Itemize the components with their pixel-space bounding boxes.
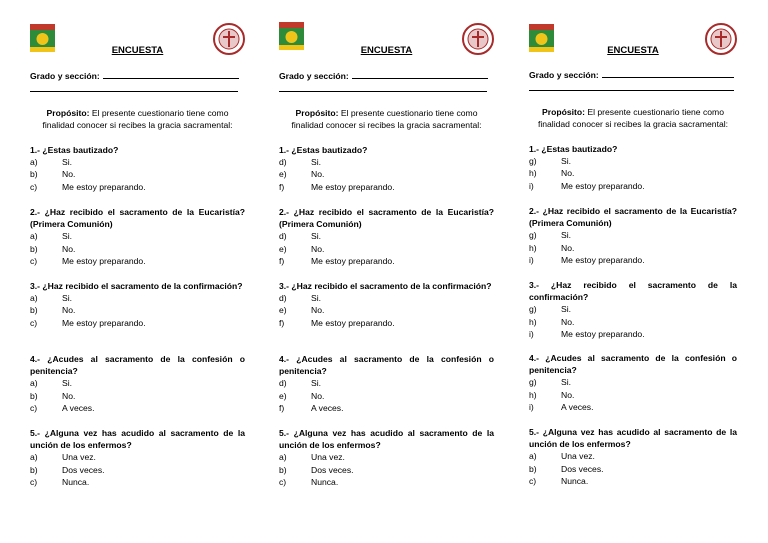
purpose-label: Propósito: — [46, 108, 90, 118]
option-text: Si. — [561, 304, 572, 315]
option-letter: i) — [529, 328, 534, 339]
option-letter: d) — [279, 378, 287, 389]
option-row[interactable] — [279, 451, 494, 463]
option-text: No. — [561, 316, 575, 327]
option-text: Si. — [62, 231, 73, 242]
option-text: Nunca. — [62, 476, 90, 487]
option-row[interactable] — [279, 255, 494, 267]
grade-section-line — [602, 69, 734, 78]
option-text: Me estoy preparando. — [311, 317, 395, 328]
option-text: Nunca. — [561, 475, 589, 486]
option-letter: a) — [30, 157, 38, 168]
option-letter: i) — [529, 254, 534, 265]
survey-column-1 — [30, 0, 245, 543]
option-text: Si. — [311, 293, 322, 304]
option-row[interactable] — [279, 304, 494, 316]
option-letter: h) — [529, 389, 537, 400]
question-text: 2.- ¿Haz recibido el sacramento de la Eucaristía? (Primera Comunión) — [279, 207, 494, 230]
question-4 — [30, 353, 245, 414]
question-3 — [30, 280, 245, 329]
option-text: Si. — [561, 230, 572, 241]
question-text: 4.- ¿Acudes al sacramento de la confesión o penitencia? — [279, 354, 494, 377]
grade-section-field[interactable] — [529, 69, 737, 81]
question-5 — [30, 427, 245, 488]
option-text: No. — [561, 242, 575, 253]
option-text: No. — [311, 305, 325, 316]
purpose-paragraph — [279, 107, 494, 131]
option-row[interactable] — [279, 292, 494, 304]
question-1 — [529, 143, 737, 192]
option-text: Dos veces. — [62, 464, 105, 475]
option-letter: g) — [529, 377, 537, 388]
option-row[interactable] — [279, 402, 494, 414]
option-row[interactable] — [30, 230, 245, 242]
survey-title: ENCUESTA — [111, 45, 164, 56]
option-row[interactable] — [529, 155, 737, 167]
option-row[interactable] — [529, 376, 737, 388]
option-row[interactable] — [30, 317, 245, 329]
grade-section-label: Grado y sección: — [279, 71, 349, 81]
option-row[interactable] — [30, 402, 245, 414]
purpose-label: Propósito: — [542, 107, 585, 117]
option-letter: b) — [30, 169, 38, 180]
question-text: 4.- ¿Acudes al sacramento de la confesión o penitencia? — [30, 354, 245, 377]
question-5 — [529, 426, 737, 487]
option-letter: b) — [30, 243, 38, 254]
option-text: Dos veces. — [311, 464, 354, 475]
option-row[interactable] — [30, 390, 245, 402]
option-text: No. — [62, 243, 76, 254]
question-3 — [529, 279, 737, 340]
option-text: A veces. — [561, 401, 594, 412]
option-letter: c) — [30, 181, 38, 192]
option-letter: a) — [30, 378, 38, 389]
option-row[interactable] — [30, 292, 245, 304]
purpose-text: El presente cuestionario tiene como finalidad conocer si recibes la gracia sacramental: — [42, 108, 233, 131]
option-row[interactable] — [279, 317, 494, 329]
option-text: No. — [62, 305, 76, 316]
grade-section-field[interactable] — [279, 70, 494, 82]
option-text: Una vez. — [62, 452, 96, 463]
option-row[interactable] — [279, 181, 494, 193]
option-text: Me estoy preparando. — [561, 180, 645, 191]
option-letter: b) — [529, 463, 537, 474]
survey-title: ENCUESTA — [360, 45, 413, 56]
option-text: Una vez. — [311, 452, 345, 463]
option-text: Si. — [561, 377, 572, 388]
option-letter: a) — [30, 231, 38, 242]
option-row[interactable] — [529, 180, 737, 192]
option-letter: g) — [529, 156, 537, 167]
option-row[interactable] — [279, 476, 494, 488]
option-text: Nunca. — [311, 476, 339, 487]
option-letter: h) — [529, 316, 537, 327]
option-text: Si. — [62, 157, 73, 168]
purpose-label: Propósito: — [295, 108, 339, 118]
option-text: Si. — [62, 378, 73, 389]
question-text: 1.- ¿Estas bautizado? — [279, 145, 368, 155]
option-letter: f) — [279, 317, 285, 328]
option-letter: e) — [279, 243, 287, 254]
option-row[interactable] — [30, 156, 245, 168]
purpose-paragraph — [529, 106, 737, 130]
option-text: Me estoy preparando. — [62, 255, 146, 266]
grade-section-second-line — [529, 90, 734, 91]
option-letter: e) — [279, 305, 287, 316]
option-letter: f) — [279, 402, 285, 413]
option-row[interactable] — [279, 377, 494, 389]
option-letter: b) — [30, 305, 38, 316]
option-row[interactable] — [30, 451, 245, 463]
option-row[interactable] — [279, 168, 494, 180]
option-letter: d) — [279, 293, 287, 304]
option-row[interactable] — [30, 168, 245, 180]
option-text: Me estoy preparando. — [561, 328, 645, 339]
option-letter: f) — [279, 255, 285, 266]
grade-section-line — [103, 70, 239, 79]
option-letter: a) — [30, 293, 38, 304]
question-text: 5.- ¿Alguna vez has acudido al sacramento de la unción de los enfermos? — [529, 427, 737, 450]
question-text: 5.- ¿Alguna vez has acudido al sacramento de la unción de los enfermos? — [30, 428, 245, 451]
question-4 — [279, 353, 494, 414]
option-text: No. — [311, 243, 325, 254]
option-row[interactable] — [279, 390, 494, 402]
option-row[interactable] — [529, 254, 737, 266]
option-letter: c) — [529, 475, 537, 486]
question-text: 3.- ¿Haz recibido el sacramento de la confirmación? — [279, 281, 492, 291]
question-text: 5.- ¿Alguna vez has acudido al sacramento de la unción de los enfermos? — [279, 428, 494, 451]
option-row[interactable] — [529, 475, 737, 487]
option-row[interactable] — [529, 463, 737, 475]
option-letter: c) — [30, 402, 38, 413]
option-row[interactable] — [529, 389, 737, 401]
option-row[interactable] — [529, 303, 737, 315]
grade-section-label: Grado y sección: — [30, 71, 100, 81]
option-letter: a) — [279, 452, 287, 463]
grade-section-line — [352, 70, 488, 79]
purpose-text: El presente cuestionario tiene como finalidad conocer si recibes la gracia sacramental: — [291, 108, 482, 131]
survey-column-2 — [279, 0, 494, 543]
option-letter: h) — [529, 242, 537, 253]
option-text: No. — [561, 389, 575, 400]
option-letter: c) — [279, 476, 287, 487]
option-row[interactable] — [529, 450, 737, 462]
option-text: No. — [311, 390, 325, 401]
option-text: Me estoy preparando. — [62, 317, 146, 328]
survey-column-3 — [529, 0, 737, 543]
survey-title: ENCUESTA — [607, 45, 659, 56]
option-row[interactable] — [30, 476, 245, 488]
option-row[interactable] — [529, 316, 737, 328]
question-2 — [30, 206, 245, 267]
option-letter: h) — [529, 168, 537, 179]
option-row[interactable] — [529, 242, 737, 254]
option-text: Si. — [311, 378, 322, 389]
option-text: A veces. — [311, 402, 344, 413]
grade-section-label: Grado y sección: — [529, 70, 599, 80]
question-2 — [279, 206, 494, 267]
option-letter: b) — [279, 464, 287, 475]
option-row[interactable] — [529, 167, 737, 179]
option-text: Me estoy preparando. — [311, 255, 395, 266]
option-letter: e) — [279, 169, 287, 180]
option-letter: a) — [529, 451, 537, 462]
option-row[interactable] — [30, 304, 245, 316]
option-text: No. — [311, 169, 325, 180]
option-row[interactable] — [279, 230, 494, 242]
option-letter: b) — [30, 390, 38, 401]
option-text: No. — [561, 168, 575, 179]
option-text: No. — [62, 390, 76, 401]
option-text: Si. — [311, 157, 322, 168]
option-text: Si. — [311, 231, 322, 242]
option-letter: g) — [529, 304, 537, 315]
option-letter: i) — [529, 401, 534, 412]
question-text: 4.- ¿Acudes al sacramento de la confesión o penitencia? — [529, 353, 737, 376]
purpose-text: El presente cuestionario tiene como finalidad conocer si recibes la gracia sacramental: — [537, 107, 729, 130]
grade-section-field[interactable] — [30, 70, 245, 82]
question-text: 2.- ¿Haz recibido el sacramento de la Eucaristía? (Primera Comunión) — [529, 206, 737, 229]
question-3 — [279, 280, 494, 329]
option-letter: d) — [279, 157, 287, 168]
grade-section-second-line — [279, 91, 487, 92]
option-row[interactable] — [30, 377, 245, 389]
option-row[interactable] — [30, 243, 245, 255]
option-text: Si. — [561, 156, 572, 167]
option-row[interactable] — [529, 401, 737, 413]
option-row[interactable] — [529, 229, 737, 241]
option-row[interactable] — [30, 464, 245, 476]
option-row[interactable] — [30, 255, 245, 267]
option-letter: b) — [30, 464, 38, 475]
option-letter: c) — [30, 476, 38, 487]
option-row[interactable] — [279, 243, 494, 255]
option-text: Me estoy preparando. — [561, 254, 645, 265]
option-letter: c) — [30, 255, 38, 266]
option-letter: c) — [30, 317, 38, 328]
option-text: No. — [62, 169, 76, 180]
question-4 — [529, 352, 737, 413]
question-text: 3.- ¿Haz recibido el sacramento de la confirmación? — [30, 281, 243, 291]
option-row[interactable] — [279, 156, 494, 168]
option-row[interactable] — [279, 464, 494, 476]
question-2 — [529, 205, 737, 266]
option-text: Si. — [62, 293, 73, 304]
option-letter: d) — [279, 231, 287, 242]
purpose-paragraph — [30, 107, 245, 131]
option-letter: i) — [529, 180, 534, 191]
option-text: Una vez. — [561, 451, 595, 462]
option-text: Dos veces. — [561, 463, 604, 474]
option-letter: a) — [30, 452, 38, 463]
question-1 — [30, 144, 245, 193]
option-text: Me estoy preparando. — [62, 181, 146, 192]
question-1 — [279, 144, 494, 193]
option-letter: f) — [279, 181, 285, 192]
option-row[interactable] — [529, 328, 737, 340]
option-row[interactable] — [30, 181, 245, 193]
question-text: 3.- ¿Haz recibido el sacramento de la confirmación? — [529, 280, 737, 303]
option-letter: g) — [529, 230, 537, 241]
question-text: 2.- ¿Haz recibido el sacramento de la Eucaristía? (Primera Comunión) — [30, 207, 245, 230]
question-text: 1.- ¿Estas bautizado? — [529, 144, 618, 154]
question-5 — [279, 427, 494, 488]
option-text: Me estoy preparando. — [311, 181, 395, 192]
grade-section-second-line — [30, 91, 238, 92]
option-text: A veces. — [62, 402, 95, 413]
option-letter: e) — [279, 390, 287, 401]
question-text: 1.- ¿Estas bautizado? — [30, 145, 119, 155]
